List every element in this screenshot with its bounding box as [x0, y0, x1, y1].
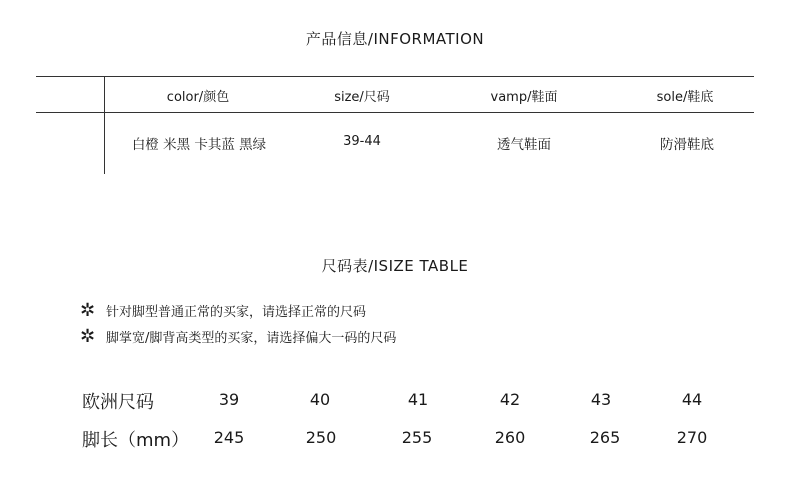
star-icon: ✲	[80, 299, 96, 321]
header-vamp: vamp/鞋面	[490, 90, 558, 105]
size-table-title: 尺码表/ISIZE TABLE	[321, 257, 469, 275]
note-text: 针对脚型普通正常的买家，请选择正常的尺码	[106, 305, 367, 320]
length-cell: 250	[305, 428, 337, 447]
value-sole: 防滑鞋底	[660, 137, 714, 153]
header-sole: sole/鞋底	[656, 90, 714, 105]
star-icon: ✲	[80, 325, 96, 347]
length-cell: 265	[589, 428, 621, 447]
table-left-divider	[104, 76, 105, 174]
length-cell: 260	[494, 428, 526, 447]
size-cell: 43	[590, 390, 612, 409]
size-cell: 42	[499, 390, 521, 409]
row-label-eu-size: 欧洲尺码	[82, 392, 154, 413]
note-text: 脚掌宽/脚背高类型的买家，请选择偏大一码的尺码	[106, 331, 397, 346]
row-label-foot-length: 脚长（mm）	[82, 430, 190, 451]
value-colors: 白橙 米黑 卡其蓝 黑绿	[131, 137, 267, 153]
header-size: size/尺码	[334, 90, 390, 105]
value-vamp: 透气鞋面	[497, 137, 551, 153]
size-cell: 41	[407, 390, 429, 409]
size-cell: 39	[218, 390, 240, 409]
info-title: 产品信息/INFORMATION	[305, 30, 485, 48]
table-header-divider	[36, 112, 754, 113]
note-normal-feet	[80, 301, 366, 320]
length-cell: 255	[401, 428, 433, 447]
size-cell: 44	[681, 390, 703, 409]
value-size-range: 39-44	[343, 134, 381, 149]
size-cell: 40	[309, 390, 331, 409]
note-wide-feet	[80, 327, 396, 346]
table-top-border	[36, 76, 754, 77]
header-color: color/颜色	[166, 90, 230, 105]
length-cell: 270	[676, 428, 708, 447]
length-cell: 245	[213, 428, 245, 447]
